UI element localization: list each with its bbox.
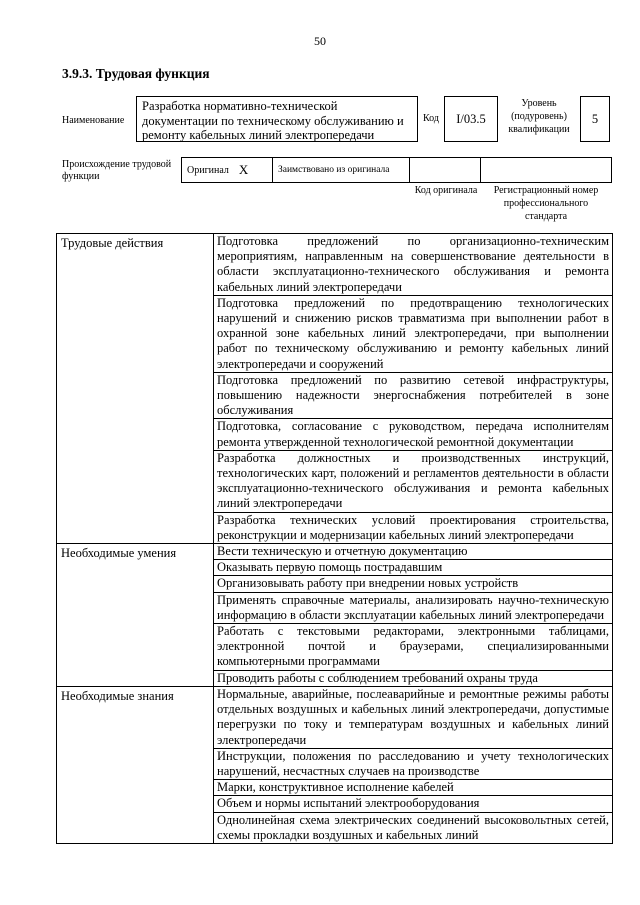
table-cell: Разработка технических условий проектирования строительства, реконструкции и модернизации кабельных линий электропередачи: [214, 512, 613, 543]
table-cell: Подготовка, согласование с руководством, передача исполнителям ремонта утвержденной технологической ремонтной документации: [214, 419, 613, 450]
table-cell: Подготовка предложений по организационно-техническим мероприятиям, направленным на совершенствование деятельности в области эксплуатационно-технического обслуживания и ремонта кабельных линий электропередачи: [214, 234, 613, 296]
table-cell: Оказывать первую помощь пострадавшим: [214, 560, 613, 576]
function-code-box: I/03.5: [444, 96, 498, 142]
table-cell: Объем и нормы испытаний электрооборудования: [214, 796, 613, 812]
code-label: Код: [423, 113, 439, 124]
table-cell: Применять справочные материалы, анализировать научно-техническую информацию в области эксплуатации кабельных линий электропередачи: [214, 592, 613, 623]
table-cell: Однолинейная схема электрических соединений высоковольтных сетей, схемы прокладки воздушных и кабельных линий: [214, 812, 613, 843]
name-label: Наименование: [62, 115, 125, 126]
function-name-box: Разработка нормативно-технической документации по техническому обслуживанию и ремонту кабельных линий электропередачи: [136, 96, 418, 142]
table-cell: Разработка должностных и производственных инструкций, технологических карт, положений и регламентов деятельности в области эксплуатационно-технического обслуживания и ремонта кабельных линий электропередачи: [214, 450, 613, 512]
code-original-label: Код оригинала: [414, 185, 478, 196]
table-cell: Проводить работы с соблюдением требований охраны труда: [214, 670, 613, 686]
required-knowledge-label: Необходимые знания: [57, 686, 214, 843]
reg-number-label: Регистрационный номер профессионального стандарта: [493, 185, 599, 222]
table-cell: Вести техническую и отчетную документацию: [214, 544, 613, 560]
original-box: [181, 157, 273, 183]
labor-function-table: [56, 233, 613, 844]
origin-label: Происхождение трудовой функции: [62, 159, 172, 182]
table-cell: Организовывать работу при внедрении новых устройств: [214, 576, 613, 592]
code-original-box: [409, 157, 481, 183]
borrowed-box: Заимствовано из оригинала: [272, 157, 410, 183]
table-cell: Подготовка предложений по предотвращению технологических нарушений и снижению рисков травматизма при выполнении работ в охранной зоне кабельных линий электропередачи, при выполнении работ по техническому обслуживанию и ремонту кабельных линий электропередачи и сооружений: [214, 295, 613, 372]
section-title: 3.9.3. Трудовая функция: [62, 66, 210, 81]
table-row: [57, 544, 613, 560]
table-row: [57, 234, 613, 296]
page-number: 50: [314, 34, 326, 48]
table-cell: Инструкции, положения по расследованию и учету технологических нарушений, несчастных случаев на производстве: [214, 748, 613, 779]
qualification-level-box: 5: [580, 96, 610, 142]
table-cell: Нормальные, аварийные, послеаварийные и ремонтные режимы работы отдельных воздушных и кабельных линий электропередачи, допустимые перегрузки по току и температурам воздушных и кабельных линий электропередачи: [214, 686, 613, 748]
qualification-level-label: Уровень (подуровень) квалификации: [508, 98, 570, 135]
labor-actions-label: Трудовые действия: [57, 234, 214, 544]
original-mark: X: [238, 162, 249, 177]
required-skills-label: Необходимые умения: [57, 544, 214, 687]
table-cell: Работать с текстовыми редакторами, электронными таблицами, электронной почтой и браузерами, специализированными компьютерными программами: [214, 624, 613, 671]
original-label: Оригинал: [187, 164, 229, 176]
table-row: [57, 686, 613, 748]
reg-number-box: [480, 157, 612, 183]
table-cell: Марки, конструктивное исполнение кабелей: [214, 780, 613, 796]
table-cell: Подготовка предложений по развитию сетевой инфраструктуры, повышению надежности энергоснабжения потребителей в зоне обслуживания: [214, 372, 613, 419]
